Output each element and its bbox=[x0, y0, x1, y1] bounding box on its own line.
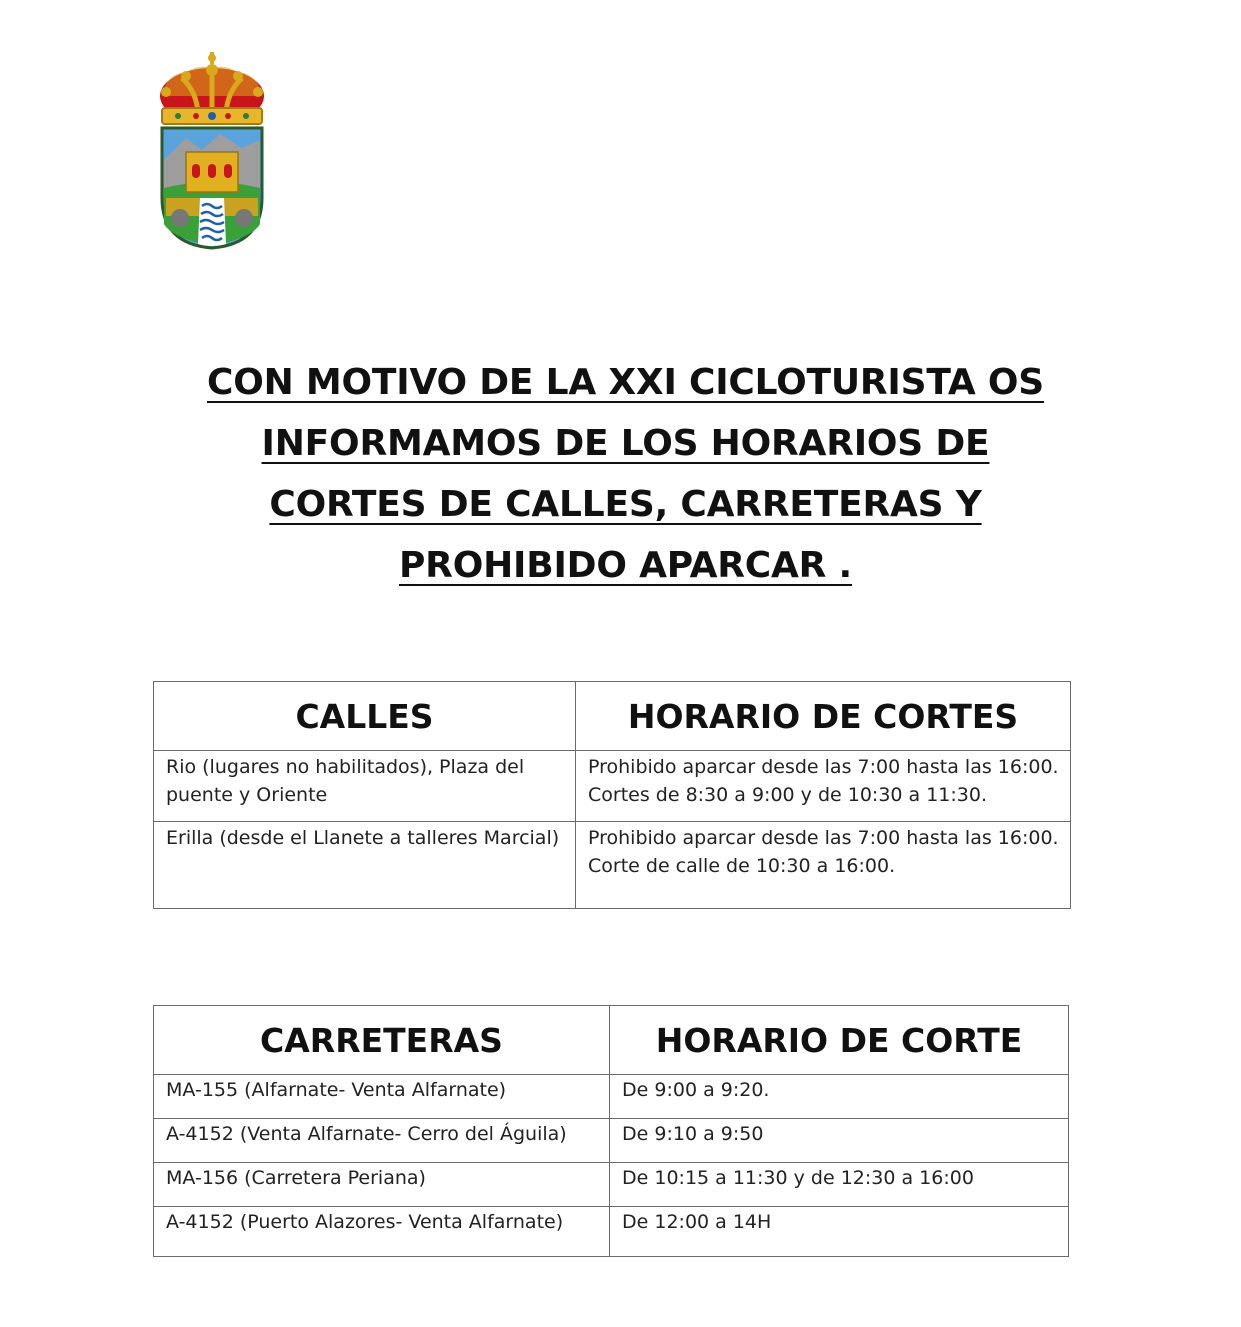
road-cell: A-4152 (Puerto Alazores- Venta Alfarnate) bbox=[154, 1207, 610, 1257]
road-cell: MA-156 (Carretera Periana) bbox=[154, 1163, 610, 1207]
schedule-cell: De 10:15 a 11:30 y de 12:30 a 16:00 bbox=[610, 1163, 1069, 1207]
title-line: PROHIBIDO APARCAR . bbox=[398, 545, 853, 586]
street-cell: Erilla (desde el Llanete a talleres Marcial) bbox=[154, 822, 576, 909]
title-line: INFORMAMOS DE LOS HORARIOS DE bbox=[261, 423, 990, 464]
schedule-line: Prohibido aparcar desde las 7:00 hasta las 16:00. bbox=[588, 827, 1059, 849]
title-line: CORTES DE CALLES, CARRETERAS Y bbox=[269, 484, 982, 525]
table-header-row bbox=[154, 682, 1071, 751]
table-row bbox=[154, 751, 1071, 822]
title-line: CON MOTIVO DE LA XXI CICLOTURISTA OS bbox=[206, 362, 1045, 403]
schedule-line: Corte de calle de 10:30 a 16:00. bbox=[588, 855, 896, 877]
table-row bbox=[154, 1119, 1069, 1163]
table-row bbox=[154, 1075, 1069, 1119]
road-cell: A-4152 (Venta Alfarnate- Cerro del Águila) bbox=[154, 1119, 610, 1163]
page-title bbox=[150, 352, 1101, 596]
roads-table bbox=[153, 1005, 1069, 1257]
table-row bbox=[154, 1207, 1069, 1257]
schedule-cell: De 9:10 a 9:50 bbox=[610, 1119, 1069, 1163]
schedule-cell: De 12:00 a 14H bbox=[610, 1207, 1069, 1257]
crown-icon bbox=[160, 52, 264, 124]
schedule-cell bbox=[576, 751, 1071, 822]
schedule-line: Cortes de 8:30 a 9:00 y de 10:30 a 11:30. bbox=[588, 784, 988, 806]
column-header-schedule: HORARIO DE CORTE bbox=[610, 1006, 1069, 1075]
column-header-roads: CARRETERAS bbox=[154, 1006, 610, 1075]
table-row bbox=[154, 822, 1071, 909]
schedule-line: Prohibido aparcar desde las 7:00 hasta las 16:00. bbox=[588, 756, 1059, 778]
column-header-schedule: HORARIO DE CORTES bbox=[576, 682, 1071, 751]
street-cell: Rio (lugares no habilitados), Plaza del puente y Oriente bbox=[154, 751, 576, 822]
schedule-cell: De 9:00 a 9:20. bbox=[610, 1075, 1069, 1119]
table-header-row bbox=[154, 1006, 1069, 1075]
road-cell: MA-155 (Alfarnate- Venta Alfarnate) bbox=[154, 1075, 610, 1119]
column-header-streets: CALLES bbox=[154, 682, 576, 751]
schedule-cell bbox=[576, 822, 1071, 909]
table-row bbox=[154, 1163, 1069, 1207]
shield-icon bbox=[162, 128, 262, 248]
coat-of-arms-icon bbox=[152, 48, 272, 254]
streets-table bbox=[153, 681, 1071, 909]
